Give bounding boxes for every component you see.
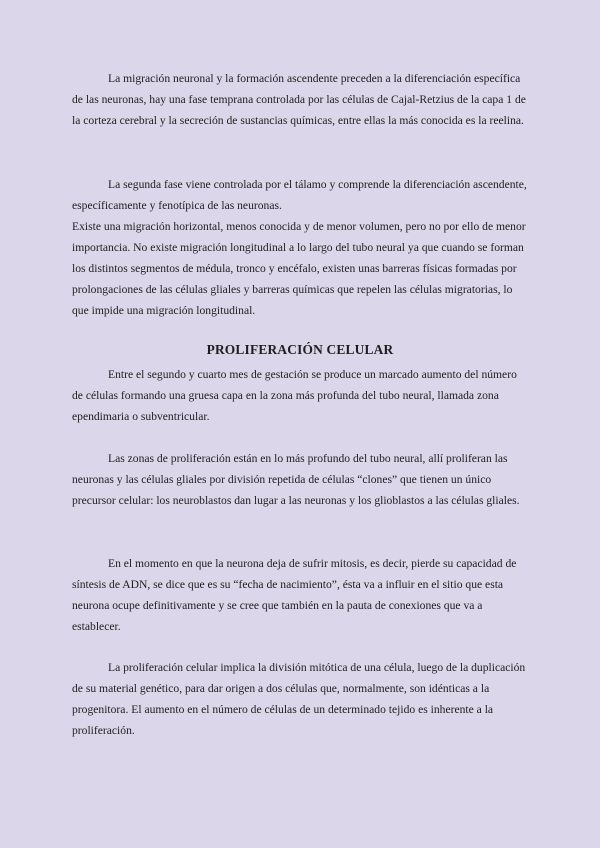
paragraph-proliferation-months: Entre el segundo y cuarto mes de gestación se produce un marcado aumento del número de células formando una gruesa capa en la zona más profunda del tubo neural, llamada zona ependimaria o subventricular.	[72, 368, 517, 423]
paragraph-horizontal-migration: Existe una migración horizontal, menos conocida y de menor volumen, pero no por ello de menor importancia. No existe migración longitudinal a lo largo del tubo neural ya que cuando se forman los distintos segmentos de médula, tronco y encéfalo, existen unas barreras físicas formadas por prolongaciones de las células gliales y barreras químicas que repelen las células migratorias, lo que impide una migración longitudinal.	[72, 220, 526, 317]
paragraph-birth-date: En el momento en que la neurona deja de sufrir mitosis, es decir, pierde su capacidad de síntesis de ADN, se dice que es su “fecha de nacimiento”, ésta va a influir en el sitio que esta neurona ocupe definitivamente y se cree que también en la pauta de conexiones que va a establecer.	[72, 557, 517, 633]
section-heading: PROLIFERACIÓN CELULAR	[206, 342, 394, 357]
paragraph-cell-proliferation: La proliferación celular implica la división mitótica de una célula, luego de la duplicación de su material genético, para dar origen a dos células que, normalmente, son idénticas a la progenitora. El aumento en el número de células de un determinado tejido es inherente a la proliferación.	[72, 661, 526, 737]
paragraph-migration-intro: La migración neuronal y la formación ascendente preceden a la diferenciación específica de las neuronas, hay una fase temprana controlada por las células de Cajal-Retzius de la capa 1 de la corteza cerebral y la secreción de sustancias químicas, entre ellas la más conocida es la reelina.	[72, 72, 526, 127]
paragraph-second-phase: La segunda fase viene controlada por el tálamo y comprende la diferenciación ascendente, específicamente y fenotípica de las neuronas.	[72, 178, 527, 212]
paragraph-proliferation-zones: Las zonas de proliferación están en lo más profundo del tubo neural, allí proliferan las neuronas y las células gliales por división repetida de células “clones” que tienen un único precursor celular: los neuroblastos dan lugar a las neuronas y los glioblastos a las células gliales.	[72, 452, 520, 507]
